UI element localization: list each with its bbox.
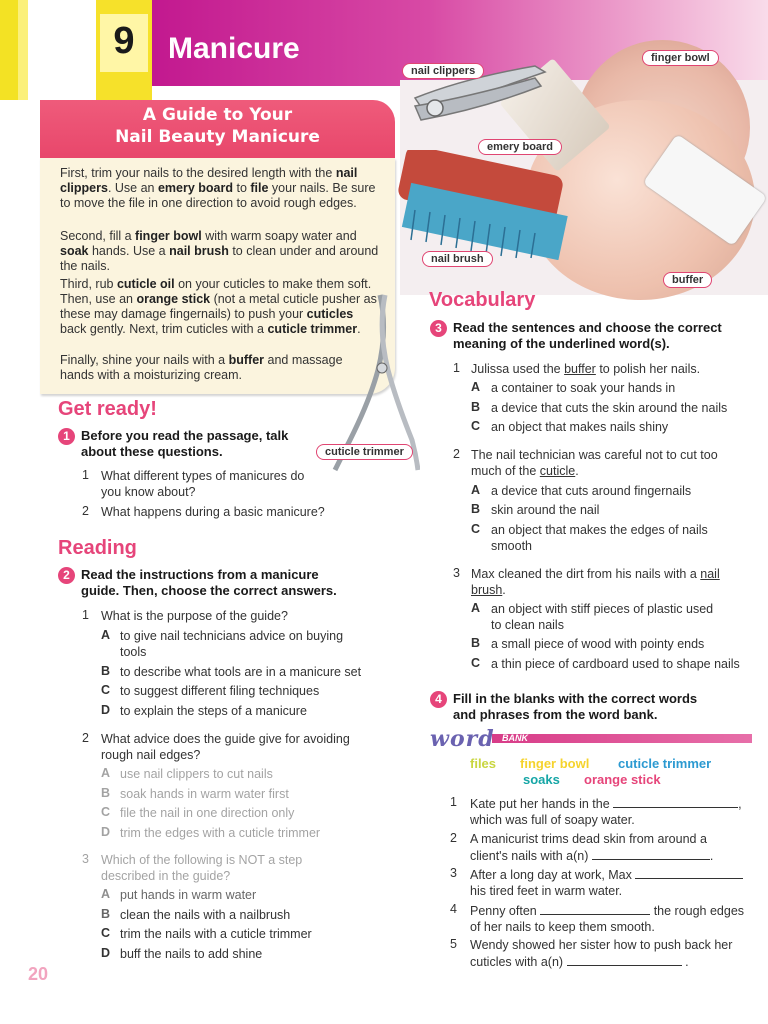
sentence-text: Penny often <box>470 904 537 918</box>
underlined-word: brush <box>471 583 503 597</box>
vocab-3-option-a[interactable] <box>491 601 713 633</box>
vocab-2-option-c[interactable] <box>491 522 708 554</box>
vocab-3-option-c[interactable]: a thin piece of cardboard used to shape nails <box>491 657 740 671</box>
question-line: rough nail edges? <box>101 748 201 762</box>
reading-heading: Reading <box>58 537 137 559</box>
sentence-line <box>470 847 755 864</box>
vocab-1-option-a[interactable]: a container to soak your hands in <box>491 381 676 395</box>
question-number: 2 <box>82 504 89 518</box>
sentence-text: much of the <box>471 464 540 478</box>
question-line: you know about? <box>101 485 196 499</box>
option-letter[interactable]: B <box>471 400 481 414</box>
sentence-text: client's nails with a(n) <box>470 849 589 863</box>
question-number: 3 <box>450 866 457 880</box>
guide-title-line2: Nail Beauty Manicure <box>115 127 320 147</box>
question-number: 3 <box>82 852 89 866</box>
sentence-text: to polish her nails. <box>595 362 701 376</box>
option-letter[interactable]: A <box>101 766 111 780</box>
task-3-line1: Read the sentences and choose the correct <box>453 320 722 335</box>
option-letter[interactable]: C <box>101 926 111 940</box>
question-line: What advice does the guide give for avoiding <box>101 732 350 746</box>
sentence-line <box>470 866 755 883</box>
sentence-text: , <box>738 797 742 811</box>
label-buffer: buffer <box>663 272 712 288</box>
label-cuticle-trimmer: cuticle trimmer <box>316 444 413 460</box>
option-letter[interactable]: A <box>471 483 481 497</box>
question-line: Which of the following is NOT a step <box>101 853 303 867</box>
question-number: 3 <box>453 566 460 580</box>
reading-q2-option-d[interactable]: trim the edges with a cuticle trimmer <box>120 826 321 840</box>
question-number: 2 <box>82 731 89 745</box>
sentence-line <box>470 795 755 812</box>
sentence-line <box>471 582 751 598</box>
option-letter[interactable]: B <box>101 907 111 921</box>
reading-q1-option-d[interactable]: to explain the steps of a manicure <box>120 704 307 718</box>
task-4-instruction <box>453 691 697 723</box>
underlined-word: cuticle <box>539 464 576 478</box>
nail-brush-image <box>395 150 570 260</box>
question-number: 5 <box>450 937 457 951</box>
label-emery-board: emery board <box>478 139 562 155</box>
task-1-line2: about these questions. <box>81 444 223 459</box>
sentence-line: The nail technician was careful not to cut too <box>471 448 718 462</box>
option-letter[interactable]: A <box>471 601 481 615</box>
label-finger-bowl: finger bowl <box>642 50 719 66</box>
reading-q2-option-b[interactable]: soak hands in warm water first <box>120 787 289 801</box>
option-letter[interactable]: B <box>101 786 111 800</box>
answer-blank[interactable] <box>540 902 650 915</box>
question-number: 4 <box>450 902 457 916</box>
option-line: an object with stiff pieces of plastic used <box>491 602 714 616</box>
sentence-line: his tired feet in warm water. <box>470 884 623 898</box>
task-4-line1: Fill in the blanks with the correct words <box>453 691 698 706</box>
get-ready-question-1 <box>101 468 304 500</box>
sentence-text: the rough edges <box>653 904 745 918</box>
sentence-line <box>471 566 751 582</box>
option-letter[interactable]: B <box>101 664 111 678</box>
sentence-text: Kate put her hands in the <box>470 797 610 811</box>
reading-q3-option-c[interactable]: trim the nails with a cuticle trimmer <box>120 927 312 941</box>
sentence-text: After a long day at work, Max <box>470 868 632 882</box>
reading-question-2 <box>101 731 350 763</box>
sentence-text: . <box>575 464 579 478</box>
sentence-text: Max cleaned the dirt from his nails with a <box>471 567 701 581</box>
reading-q1-option-c[interactable]: to suggest different filing techniques <box>120 684 320 698</box>
task-2-line1: Read the instructions from a manicure <box>81 567 319 582</box>
vocab-2-option-b[interactable]: skin around the nail <box>491 503 600 517</box>
option-line: tools <box>120 645 147 659</box>
task-number-1: 1 <box>58 428 75 445</box>
vocabulary-sentence-3 <box>471 566 751 598</box>
reading-question-3 <box>101 852 302 884</box>
underlined-word: buffer <box>564 362 596 376</box>
word-bank-word: soaks <box>523 772 560 787</box>
unit-title: Manicure <box>168 32 300 65</box>
option-line: an object that makes the edges of nails <box>491 523 708 537</box>
guide-paragraph-3: Third, rub cuticle oil on your cuticles to make them soft. Then, use an orange stick (not a metal cuticle pusher as these may damage fingernails) to push your cuticles back gently. Next, trim cuticles with a cuticle trimmer. <box>60 277 377 336</box>
option-letter[interactable]: A <box>471 380 481 394</box>
word-bank-bar <box>492 734 752 743</box>
label-nail-brush: nail brush <box>422 251 493 267</box>
option-letter[interactable]: B <box>471 502 481 516</box>
sentence-line <box>470 902 755 919</box>
sentence-line: A manicurist trims dead skin from around a <box>470 832 707 846</box>
option-letter[interactable]: D <box>101 946 111 960</box>
option-line: smooth <box>491 539 532 553</box>
option-letter[interactable]: A <box>101 628 111 642</box>
vocabulary-heading: Vocabulary <box>429 289 536 311</box>
option-letter[interactable]: C <box>471 656 481 670</box>
option-line: to give nail technicians advice on buying <box>120 629 344 643</box>
reading-q3-option-d[interactable]: buff the nails to add shine <box>120 947 263 961</box>
word-bank-logo: word <box>430 726 495 752</box>
reading-q1-option-b[interactable]: to describe what tools are in a manicure set <box>120 665 362 679</box>
get-ready-heading: Get ready! <box>58 398 157 420</box>
unit-number: 9 <box>113 20 135 62</box>
question-line: described in the guide? <box>101 869 231 883</box>
task-number-3: 3 <box>430 320 447 337</box>
question-number: 1 <box>82 608 89 622</box>
word-bank-word: orange stick <box>584 772 661 787</box>
header-stripe <box>0 0 18 100</box>
get-ready-question-2: What happens during a basic manicure? <box>101 505 325 519</box>
sentence-text: . <box>502 583 506 597</box>
answer-blank[interactable] <box>592 847 710 860</box>
vocab-1-option-b[interactable]: a device that cuts the skin around the nails <box>491 401 728 415</box>
task-number-2: 2 <box>58 567 75 584</box>
guide-paragraph-4: Finally, shine your nails with a buffer and massage hands with a moisturizing cream. <box>60 353 343 382</box>
question-number: 1 <box>453 361 460 375</box>
fill-blank-sentence-2 <box>470 831 755 864</box>
word-bank-label: BANK <box>502 733 528 743</box>
vocabulary-sentence-1 <box>471 361 700 377</box>
fill-blank-sentence-1 <box>470 795 755 828</box>
reading-question-1: What is the purpose of the guide? <box>101 609 288 623</box>
header-stripe-light <box>18 0 28 100</box>
sentence-line <box>471 463 718 479</box>
question-number: 1 <box>82 468 89 482</box>
word-bank-word: finger bowl <box>520 756 590 771</box>
option-letter[interactable]: A <box>101 887 111 901</box>
sentence-line <box>470 953 760 970</box>
answer-blank[interactable] <box>613 795 738 808</box>
question-number: 1 <box>450 795 457 809</box>
task-2-line2: guide. Then, choose the correct answers. <box>81 583 337 598</box>
option-letter[interactable]: C <box>101 805 111 819</box>
vocab-3-option-b[interactable]: a small piece of wood with pointy ends <box>491 637 705 651</box>
guide-paragraph-2: Second, fill a finger bowl with warm soapy water and soak hands. Use a nail brush to clean under and around the nails. <box>60 229 379 273</box>
task-2-instruction <box>81 567 337 599</box>
label-nail-clippers: nail clippers <box>402 63 484 79</box>
sentence-text: . <box>709 849 714 863</box>
answer-blank[interactable] <box>567 953 682 966</box>
guide-paragraph-1: First, trim your nails to the desired length with the nail clippers. Use an emery board to file your nails. Be sure to move the file in one direction to avoid rough edges. <box>60 166 376 210</box>
vocabulary-sentence-2 <box>471 447 718 479</box>
question-number: 2 <box>453 447 460 461</box>
sentence-text: cuticles with a(n) <box>470 955 564 969</box>
option-letter[interactable]: C <box>471 522 481 536</box>
guide-title <box>40 104 395 148</box>
page-number: 20 <box>28 964 49 984</box>
word-bank-word: files <box>470 756 497 771</box>
task-1-instruction <box>81 428 288 460</box>
reading-q3-option-b[interactable]: clean the nails with a nailbrush <box>120 908 291 922</box>
sentence-line: which was full of soapy water. <box>470 813 635 827</box>
fill-blank-sentence-4 <box>470 902 755 935</box>
question-line: What different types of manicures do <box>101 469 305 483</box>
task-1-line1: Before you read the passage, talk <box>81 428 289 443</box>
vocab-1-option-c[interactable]: an object that makes nails shiny <box>491 420 669 434</box>
question-number: 2 <box>450 831 457 845</box>
reading-q3-option-a[interactable]: put hands in warm water <box>120 888 257 902</box>
reading-q2-option-c[interactable]: file the nail in one direction only <box>120 806 295 820</box>
vocab-2-option-a[interactable]: a device that cuts around fingernails <box>491 484 692 498</box>
sentence-text: . <box>685 955 689 969</box>
option-line: to clean nails <box>491 618 564 632</box>
reading-q2-option-a[interactable]: use nail clippers to cut nails <box>120 767 273 781</box>
option-letter[interactable]: D <box>101 703 111 717</box>
fill-blank-sentence-5 <box>470 937 760 970</box>
task-4-line2: and phrases from the word bank. <box>453 707 658 722</box>
option-letter[interactable]: D <box>101 825 111 839</box>
reading-q1-option-a[interactable] <box>120 628 343 660</box>
sentence-text: Julissa used the <box>471 362 565 376</box>
fill-blank-sentence-3 <box>470 866 755 899</box>
task-number-4: 4 <box>430 691 447 708</box>
task-3-line2: meaning of the underlined word(s). <box>453 336 670 351</box>
sentence-line: of her nails to keep them smooth. <box>470 920 655 934</box>
answer-blank[interactable] <box>635 866 743 879</box>
sentence-line: Wendy showed her sister how to push back her <box>470 938 733 952</box>
word-bank-word: cuticle trimmer <box>618 756 712 771</box>
option-letter[interactable]: C <box>471 419 481 433</box>
task-3-instruction <box>453 320 722 352</box>
guide-title-line1: A Guide to Your <box>142 105 293 125</box>
option-letter[interactable]: C <box>101 683 111 697</box>
option-letter[interactable]: B <box>471 636 481 650</box>
underlined-word: nail <box>700 567 720 581</box>
